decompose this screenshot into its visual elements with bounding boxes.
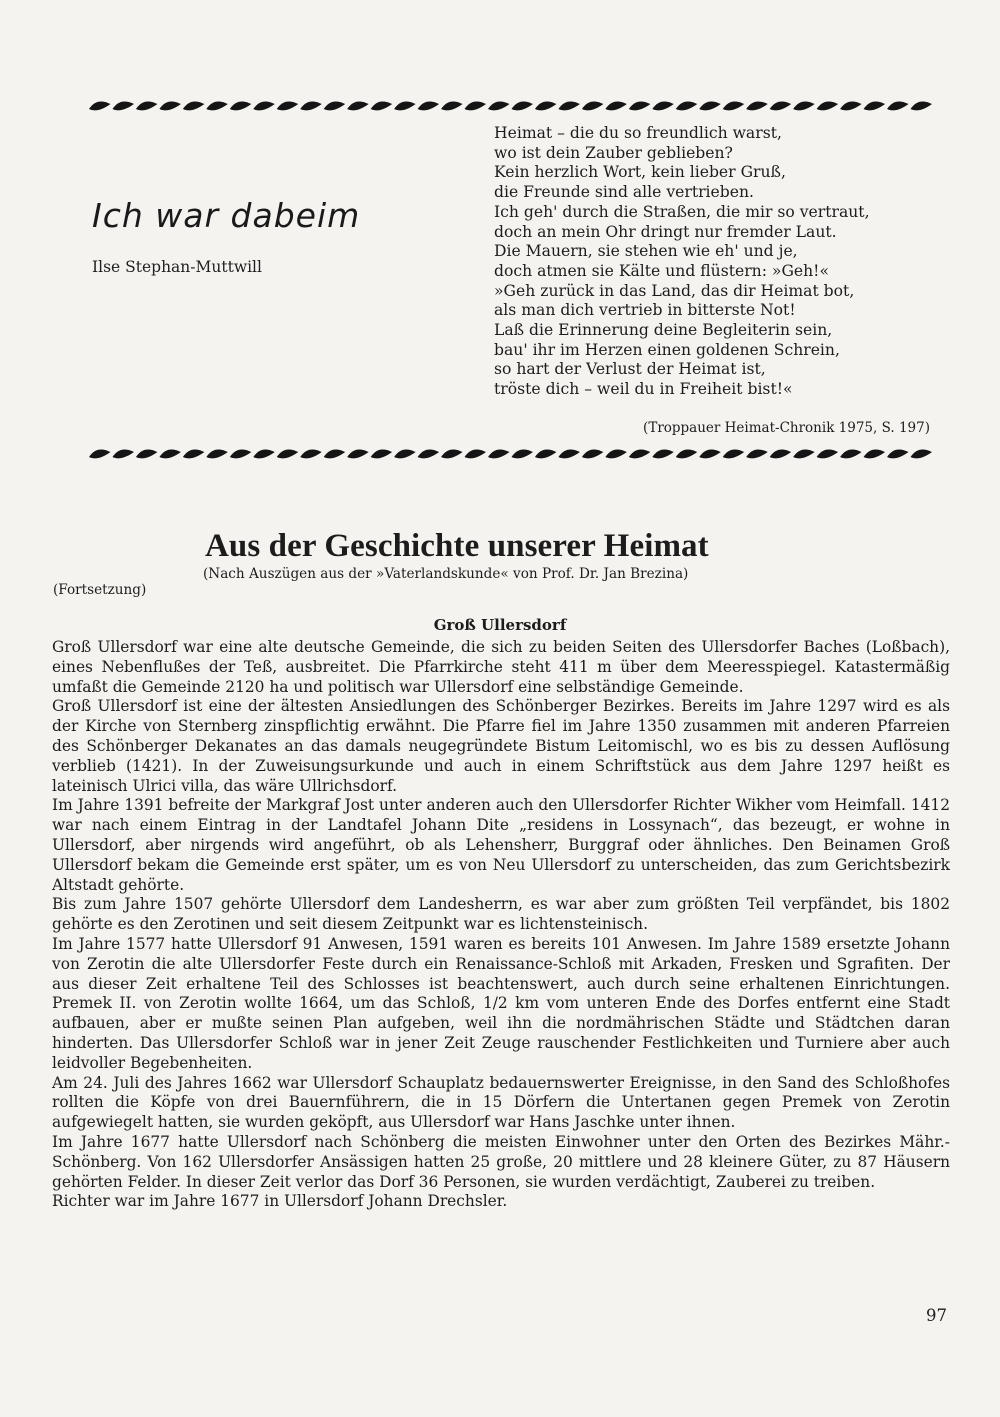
- poem-source-citation: (Troppauer Heimat-Chronik 1975, S. 197): [643, 420, 930, 436]
- ornament-leaf: [676, 449, 697, 458]
- article-title: Aus der Geschichte unserer Heimat: [205, 528, 709, 564]
- continuation-note: (Fortsetzung): [53, 582, 147, 598]
- ornament-leaf: [652, 449, 673, 458]
- ornament-leaf: [394, 449, 415, 458]
- ornament-leaf: [324, 449, 345, 458]
- poem-line: bau' ihr im Herzen einen goldenen Schrein,: [494, 340, 840, 359]
- ornament-leaf: [582, 101, 603, 110]
- poem-line: doch an mein Ohr dringt nur fremder Laut.: [494, 222, 837, 241]
- ornament-leaf: [699, 101, 720, 110]
- ornament-leaf: [183, 101, 204, 110]
- ornament-leaf: [629, 449, 650, 458]
- ornament-leaf: [206, 101, 227, 110]
- body-paragraph: Am 24. Juli des Jahres 1662 war Ullersdorf Schauplatz bedauernswerter Ereignisse, in den Sand des Schloßhofes rollten die Köpfe von drei Bauernführern, die in 15 Dörfern die Untertanen gegen Premek von Zerotin aufgewiegelt hatten, sie wurden geköpft, aus Ullersdorf war Hans Jaschke unter ihnen.: [52, 1073, 950, 1132]
- ornament-leaf: [723, 449, 744, 458]
- poem-line: Kein herzlich Wort, kein lieber Gruß,: [494, 163, 786, 182]
- poem-text: [494, 124, 934, 400]
- ornament-leaf: [723, 101, 744, 110]
- ornament-leaf: [230, 449, 251, 458]
- article-subtitle: (Nach Auszügen aus der »Vaterlandskunde« von Prof. Dr. Jan Brezina): [203, 566, 689, 582]
- ornament-leaf: [793, 449, 814, 458]
- ornament-leaf: [535, 101, 556, 110]
- ornament-leaf: [535, 449, 556, 458]
- ornament-leaf: [136, 449, 157, 458]
- body-paragraph: Im Jahre 1391 befreite der Markgraf Jost unter anderen auch den Ullersdorfer Richter Wikher vom Heimfall. 1412 war nach einem Eintrag in der Landtafel Johann Dite „residens in Lossynach“, das bezeugt, er wohne in Ullersdorf, aber nirgends wird angeführt, ob als Lehensherr, Burggraf oder ähnliches. Den Beinamen Groß Ullersdorf bekam die Gemeinde erst später, um es von Neu Ullersdorf zu unterscheiden, das zum Gerichtsbezirk Altstadt gehörte.: [52, 796, 950, 894]
- ornament-leaf: [89, 101, 110, 110]
- poem-line: Heimat – die du so freundlich warst,: [494, 124, 782, 142]
- ornament-leaf: [770, 101, 791, 110]
- poem-line: als man dich vertrieb in bitterste Not!: [494, 301, 796, 320]
- ornament-leaf: [887, 449, 908, 458]
- ornament-leaf: [253, 101, 274, 110]
- ornament-leaf: [277, 101, 298, 110]
- ornament-leaf: [911, 449, 932, 458]
- ornament-leaf: [840, 449, 861, 458]
- ornament-leaf: [324, 101, 345, 110]
- ornament-leaf: [488, 101, 509, 110]
- poem-line: Ich geh' durch die Straßen, die mir so vertraut,: [494, 202, 870, 221]
- ornament-leaf: [887, 101, 908, 110]
- ornament-leaf: [817, 449, 838, 458]
- ornament-leaf: [746, 449, 767, 458]
- ornament-leaf: [793, 101, 814, 110]
- poem-line: wo ist dein Zauber geblieben?: [494, 143, 733, 162]
- ornament-leaf: [371, 449, 392, 458]
- ornament-leaf: [418, 101, 439, 110]
- ornament-leaf: [864, 449, 885, 458]
- ornament-leaf: [629, 101, 650, 110]
- poem-line: die Freunde sind alle vertrieben.: [494, 183, 754, 202]
- ornament-leaf: [770, 449, 791, 458]
- ornament-leaf: [605, 449, 626, 458]
- ornament-leaf: [159, 449, 180, 458]
- article-body: [52, 638, 950, 1212]
- ornament-leaf: [558, 101, 579, 110]
- ornamental-border-bottom: [88, 446, 933, 462]
- ornament-leaf: [112, 449, 133, 458]
- ornamental-border-top: [88, 98, 933, 114]
- ornament-leaf: [840, 101, 861, 110]
- ornament-leaf: [746, 101, 767, 110]
- body-paragraph: Richter war im Jahre 1677 in Ullersdorf Johann Drechsler.: [52, 1192, 508, 1211]
- ornament-leaf: [371, 101, 392, 110]
- ornament-leaf: [512, 449, 533, 458]
- ornament-leaf: [817, 101, 838, 110]
- ornament-leaf: [253, 449, 274, 458]
- ornament-leaf: [558, 449, 579, 458]
- ornament-leaf: [488, 449, 509, 458]
- ornament-leaf: [347, 449, 368, 458]
- ornament-leaf: [512, 101, 533, 110]
- ornament-leaf: [441, 101, 462, 110]
- poem-line: doch atmen sie Kälte und flüstern: »Geh!«: [494, 261, 829, 280]
- section-heading: Groß Ullersdorf: [433, 616, 567, 634]
- ornament-leaf: [418, 449, 439, 458]
- body-paragraph: Im Jahre 1577 hatte Ullersdorf 91 Anwesen, 1591 waren es bereits 101 Anwesen. Im Jahre 1589 ersetzte Johann von Zerotin die alte Ullersdorfer Feste durch ein Renaissance-Schloß mit Arkaden, Fresken und Sgrafiten. Der aus dieser Zeit erhaltene Teil des Schlosses ist beachtenswert, auch durch seine erhaltenen Einrichtungen. Premek II. von Zerotin wollte 1664, um das Schloß, 1/2 km vom unteren Ende des Dorfes entfernt eine Stadt aufbauen, aber er mußte seinen Plan aufgeben, weil ihn die nordmährischen Städte und Städtchen daran hinderten. Das Ullersdorfer Schloß war in jener Zeit Zeuge rauschender Festlichkeiten und Turniere aber auch leidvoller Begebenheiten.: [52, 934, 950, 1072]
- ornament-leaf: [277, 449, 298, 458]
- ornament-leaf: [699, 449, 720, 458]
- ornament-leaf: [582, 449, 603, 458]
- poem-author: Ilse Stephan-Muttwill: [92, 258, 262, 276]
- ornament-leaf: [112, 101, 133, 110]
- poem-line: »Geh zurück in das Land, das dir Heimat bot,: [494, 281, 855, 300]
- ornament-leaf: [159, 101, 180, 110]
- ornament-leaf: [89, 449, 110, 458]
- body-paragraph: Bis zum Jahre 1507 gehörte Ullersdorf dem Landesherrn, es war aber zum größten Teil verpfändet, bis 1802 gehörte es den Zerotinen und seit diesem Zeitpunkt war es lichtensteinisch.: [52, 895, 950, 934]
- ornament-leaf: [136, 101, 157, 110]
- ornament-leaf: [652, 101, 673, 110]
- ornament-leaf: [183, 449, 204, 458]
- ornament-leaf: [300, 101, 321, 110]
- poem-line: Die Mauern, sie stehen wie eh' und je,: [494, 242, 798, 261]
- ornament-leaf: [911, 101, 932, 110]
- poem-line: tröste dich – weil du in Freiheit bist!«: [494, 380, 793, 399]
- poem-title: Ich war dabeim: [92, 196, 361, 235]
- ornament-leaf: [230, 101, 251, 110]
- body-paragraph: Groß Ullersdorf war eine alte deutsche Gemeinde, die sich zu beiden Seiten des Ullersdorfer Baches (Loßbach), eines Nebenflußes der Teß, ausbreitet. Die Pfarrkirche steht 411 m über dem Meeresspiegel. Katastermäßig umfaßt die Gemeinde 2120 ha und politisch war Ullersdorf eine selbständige Gemeinde.: [52, 638, 950, 696]
- ornament-leaf: [394, 101, 415, 110]
- body-paragraph: Groß Ullersdorf ist eine der ältesten Ansiedlungen des Schönberger Bezirkes. Bereits im Jahre 1297 wird es als der Kirche von Sternberg zinspflichtig erwähnt. Die Pfarre fiel im Jahre 1350 zusammen mit anderen Pfarreien des Schönberger Dekanates an das damals neugegründete Bistum Leitomischl, wo es bis zu dessen Auflösung verblieb (1421). In der Zuweisungsurkunde und auch in einem Schriftstück aus dem Jahre 1297 heißt es lateinisch Ulrici villa, das wäre Ullrichsdorf.: [52, 697, 950, 795]
- poem-line: so hart der Verlust der Heimat ist,: [494, 360, 766, 379]
- ornament-leaf: [605, 101, 626, 110]
- ornament-leaf: [465, 449, 486, 458]
- page-number: 97: [926, 1306, 947, 1325]
- ornament-leaf: [441, 449, 462, 458]
- ornament-leaf: [347, 101, 368, 110]
- ornament-leaf: [465, 101, 486, 110]
- ornament-leaf: [300, 449, 321, 458]
- ornament-leaf: [206, 449, 227, 458]
- ornament-leaf: [864, 101, 885, 110]
- ornament-leaf: [676, 101, 697, 110]
- body-paragraph: Im Jahre 1677 hatte Ullersdorf nach Schönberg die meisten Einwohner unter den Orten des Bezirkes Mähr.-Schönberg. Von 162 Ullersdorfer Ansässigen hatten 25 große, 20 mittlere und 28 kleinere Güter, zu 87 Häusern gehörten Felder. In dieser Zeit verlor das Dorf 36 Personen, sie wurden verdächtigt, Zauberei zu treiben.: [52, 1132, 950, 1191]
- poem-line: Laß die Erinnerung deine Begleiterin sein,: [494, 321, 833, 340]
